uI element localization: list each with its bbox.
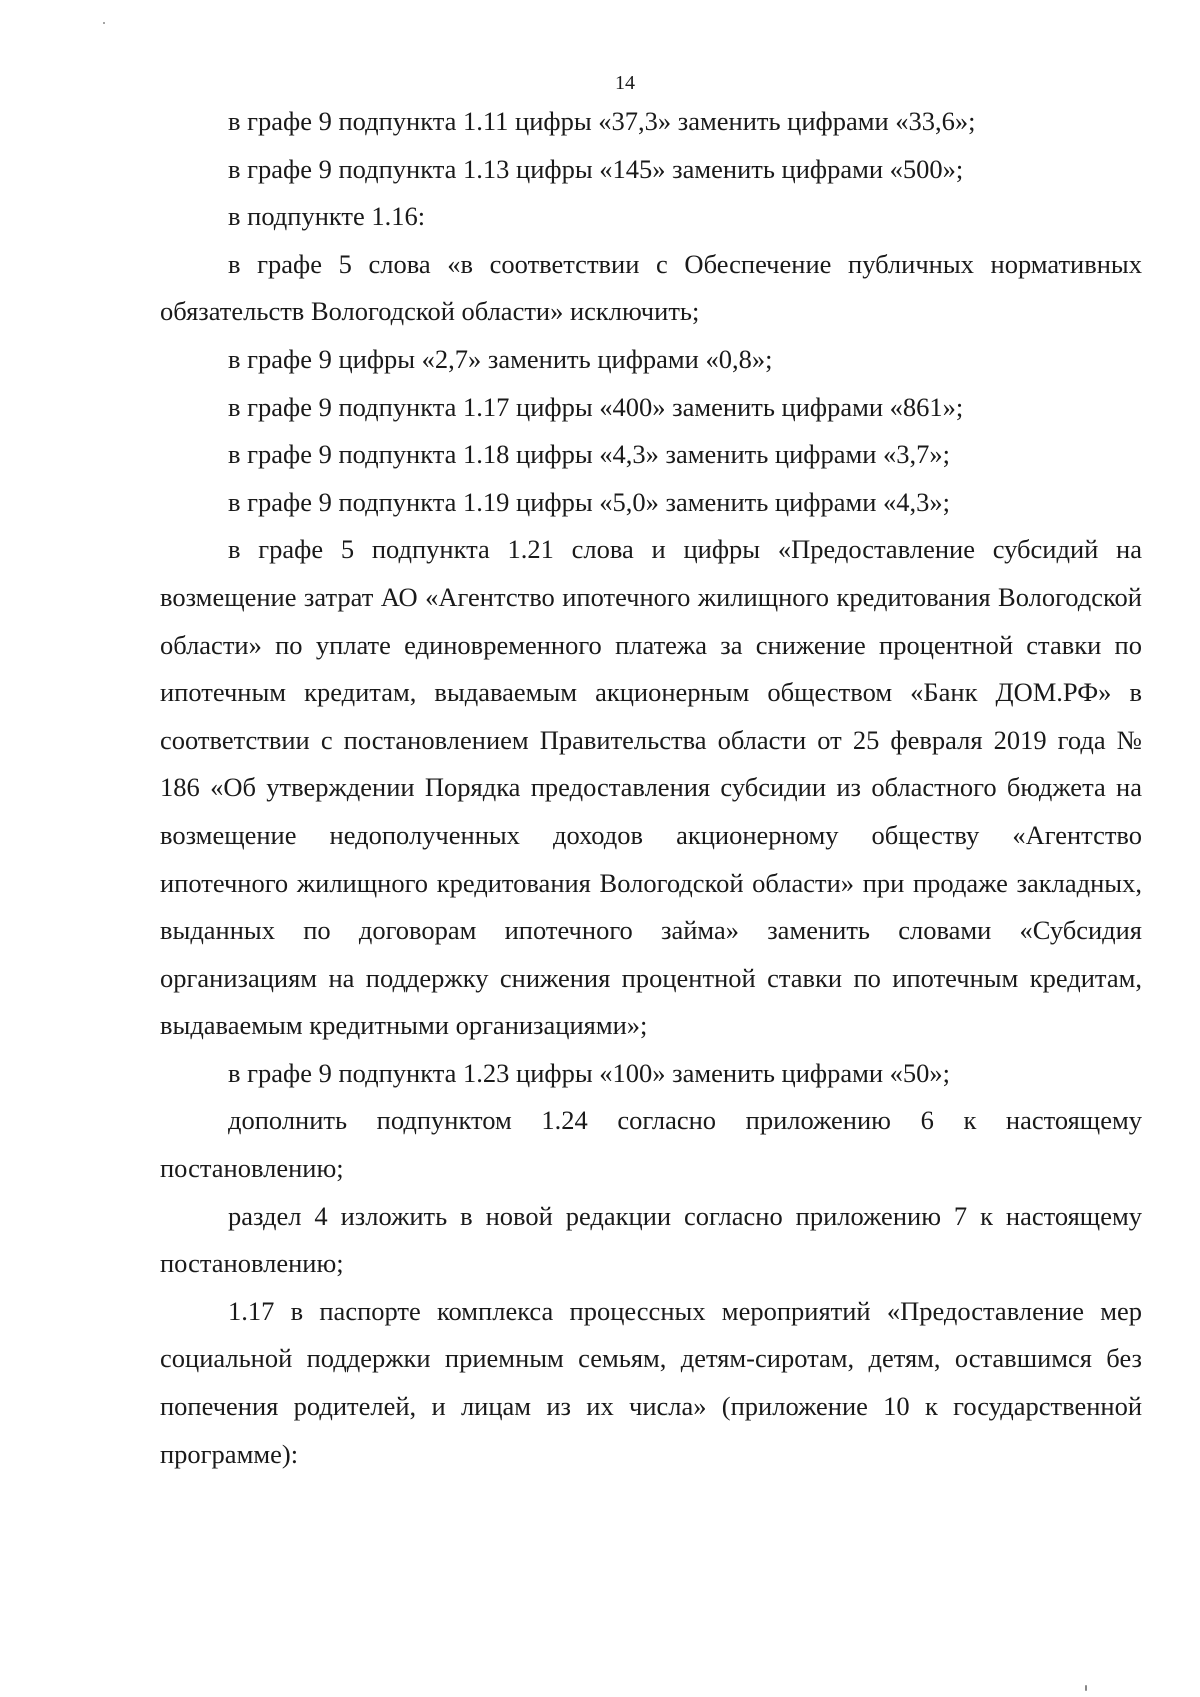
page-number: 14 [615,72,635,94]
paragraph: в графе 9 подпункта 1.23 цифры «100» заменить цифрами «50»; [228,1057,951,1088]
paragraph: в графе 9 подпункта 1.19 цифры «5,0» заменить цифрами «4,3»; [228,486,951,517]
paragraph: в графе 9 подпункта 1.11 цифры «37,3» заменить цифрами «33,6»; [228,106,976,136]
scan-speck [103,22,105,24]
paragraph: в графе 9 подпункта 1.13 цифры «145» заменить цифрами «500»; [228,153,964,184]
paragraph: в подпункте 1.16: [228,201,426,232]
document-body [160,98,1142,1478]
paragraph: раздел 4 изложить в новой редакции согласно приложению 7 к настоящему постановлению; [160,1200,1142,1279]
paragraph: 1.17 в паспорте комплекса процессных мероприятий «Предоставление мер социальной поддержки приемным семьям, детям-сиротам, детям, оставшимся без попечения родителей, и лицам из их числа» (приложение 10 к государственной программе): [160,1295,1142,1469]
paragraph: в графе 9 цифры «2,7» заменить цифрами «0,8»; [228,343,773,374]
paragraph: в графе 5 слова «в соответствии с Обеспечение публичных нормативных обязательств Вологодской области» исключить; [160,248,1142,327]
paragraph: в графе 5 подпункта 1.21 слова и цифры «Предоставление субсидий на возмещение затрат АО «Агентство ипотечного жилищного кредитования Вологодской области» по уплате единовременного платежа за снижение процентной ставки по ипотечным кредитам, выдаваемым акционерным обществом «Банк ДОМ.РФ» в соответствии с постановлением Правительства области от 25 февраля 2019 года № 186 «Об утверждении Порядка предоставления субсидии из областного бюджета на возмещение недополученных доходов акционерному обществу «Агентство ипотечного жилищного кредитования Вологодской области» при продаже закладных, выданных по договорам ипотечного займа» заменить словами «Субсидия организациям на поддержку снижения процентной ставки по ипотечным кредитам, выдаваемым кредитными организациями»; [160,534,1142,1041]
paragraph: дополнить подпунктом 1.24 согласно приложению 6 к настоящему постановлению; [160,1105,1142,1184]
scan-speck [1085,1685,1087,1691]
paragraph: в графе 9 подпункта 1.18 цифры «4,3» заменить цифрами «3,7»; [228,439,951,470]
paragraph: в графе 9 подпункта 1.17 цифры «400» заменить цифрами «861»; [228,391,964,422]
